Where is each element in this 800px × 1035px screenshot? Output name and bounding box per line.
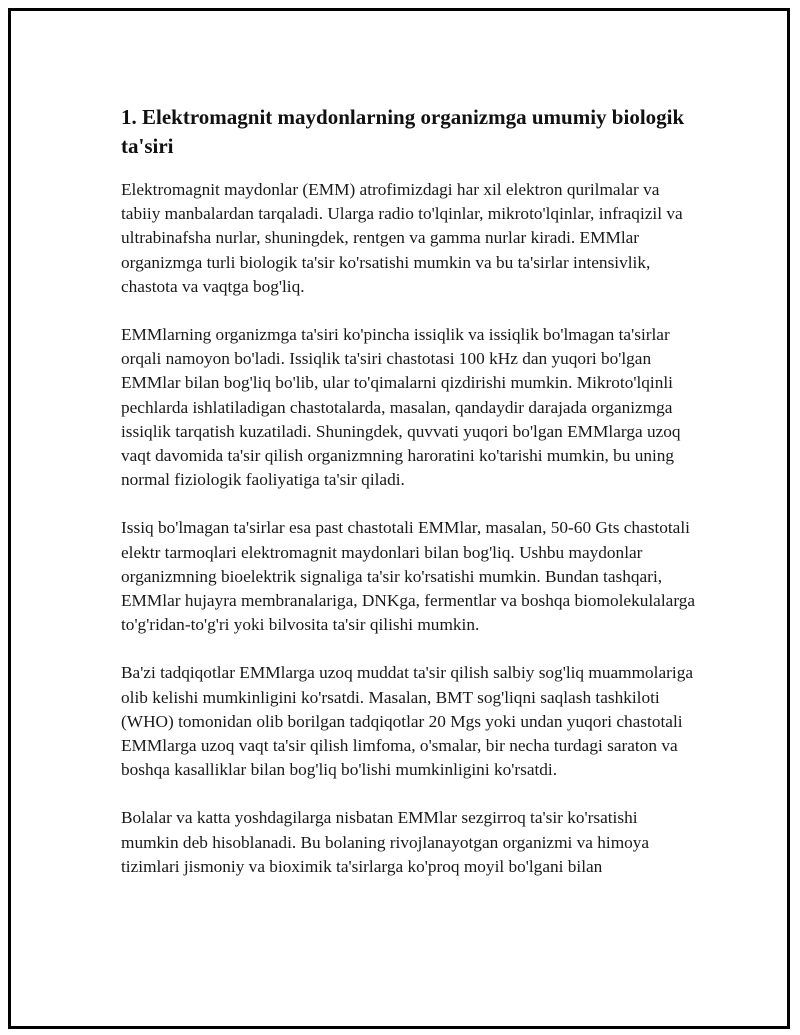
section-heading: 1. Elektromagnit maydonlarning organizmga umumiy biologik ta'siri: [121, 105, 685, 158]
paragraph-1: Elektromagnit maydonlar (EMM) atrofimizdagi har xil elektron qurilmalar va tabiiy manbalardan tarqaladi. Ularga radio to'lqinlar, mikroto'lqinlar, infraqizil va ultrabinafsha nurlar, shuningdek, rentgen va gamma nurlar kiradi. EMMlar organizmga turli biologik ta'sir ko'rsatishi mumkin va bu ta'sirlar intensivlik, chastota va vaqtga bog'liq.: [121, 180, 683, 296]
document-body: [121, 103, 699, 903]
paragraph-4: Ba'zi tadqiqotlar EMMlarga uzoq muddat ta'sir qilish salbiy sog'liq muammolariga olib kelishi mumkinligini ko'rsatdi. Masalan, BMT sog'liqni saqlash tashkiloti (WHO) tomonidan olib borilgan tadqiqotlar 20 Mgs yoki undan yuqori chastotali EMMlarga uzoq vaqt ta'sir qilish limfoma, o'smalar, bir necha turdagi saraton va boshqa kasalliklar bilan bog'liq bo'lishi mumkinligini ko'rsatdi.: [121, 663, 694, 780]
paragraph-2: EMMlarning organizmga ta'siri ko'pincha issiqlik va issiqlik bo'lmagan ta'sirlar orqali namoyon bo'ladi. Issiqlik ta'siri chastotasi 100 kHz dan yuqori bo'lgan EMMlar bilan bog'liq bo'lib, ular to'qimalarni qizdirishi mumkin. Mikroto'lqinli pechlarda ishlatiladigan chastotalarda, masalan, qandaydir darajada organizmga issiqlik tarqatish kuzatiladi. Shuningdek, quvvati yuqori bo'lgan EMMlarga uzoq vaqt davomida ta'sir qilish organizmning haroratini ko'tarishi mumkin, bu uning normal fiziologik faoliyatiga ta'sir qiladi.: [121, 325, 681, 490]
paragraph-5: Bolalar va katta yoshdagilarga nisbatan EMMlar sezgirroq ta'sir ko'rsatishi mumkin deb hisoblanadi. Bu bolaning rivojlanayotgan organizmi va himoya tizimlari jismoniy va bioximik ta'sirlarga ko'proq moyil bo'lgani bilan: [121, 808, 650, 876]
page-frame: [8, 8, 790, 1029]
paragraph-3: Issiq bo'lmagan ta'sirlar esa past chastotali EMMlar, masalan, 50-60 Gts chastotali elektr tarmoqlari elektromagnit maydonlari bilan bog'liq. Ushbu maydonlar organizmning bioelektrik signaliga ta'sir ko'rsatishi mumkin. Bundan tashqari, EMMlar hujayra membranalariga, DNKga, fermentlar va boshqa biomolekulalarga to'g'ridan-to'g'ri yoki bilvosita ta'sir qilishi mumkin.: [121, 518, 696, 635]
